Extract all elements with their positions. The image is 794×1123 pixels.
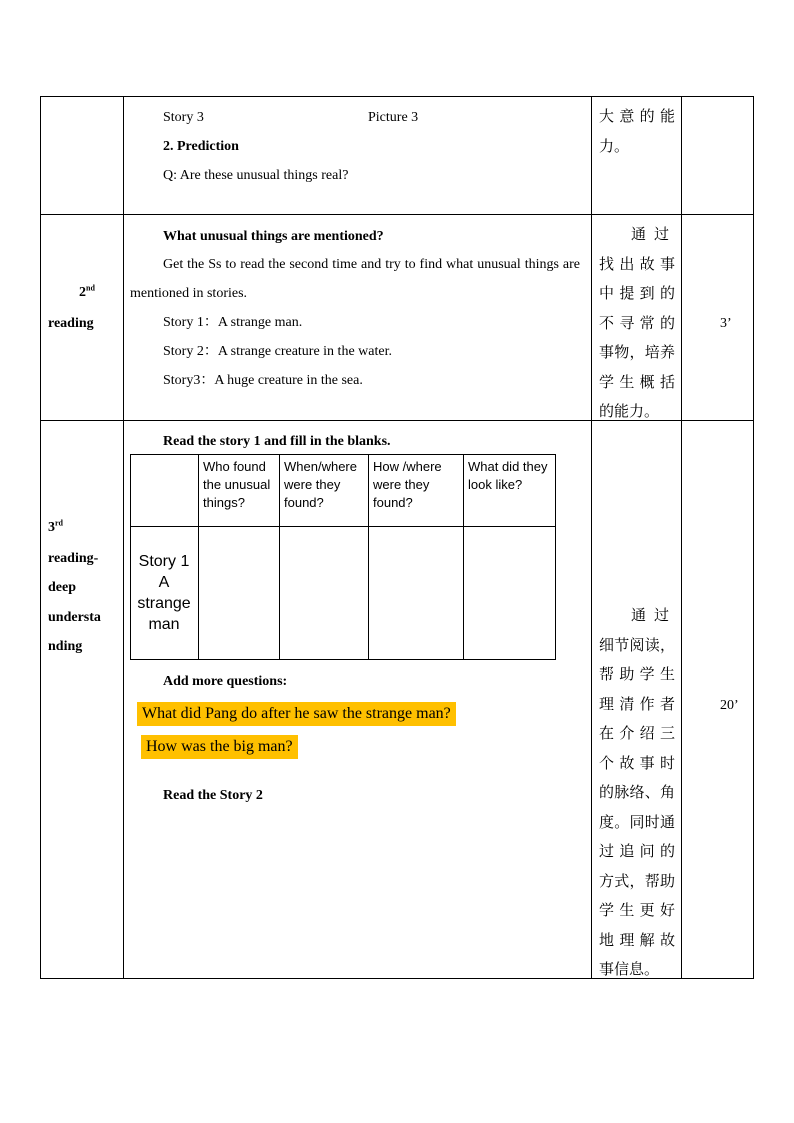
purpose-line: 找出故事 [599, 254, 675, 273]
header-how-where: How /where were they found? [373, 459, 442, 510]
stage-word: reading [48, 316, 94, 331]
row3-purpose [599, 601, 675, 985]
row1-purpose [599, 102, 675, 161]
row2-instruction [130, 250, 580, 308]
highlight-question-1: What did Pang do after he saw the strange man? [137, 702, 456, 726]
purpose-line: 度。同时通 [599, 812, 675, 831]
table-border-top [40, 96, 754, 97]
stage-ordinal-suffix: rd [55, 518, 63, 528]
inner-col-4 [463, 454, 464, 660]
story1-row-label: Story 1 A strange man [137, 553, 191, 633]
table-divider-row1 [40, 214, 754, 215]
inner-table-bottom [130, 659, 556, 660]
prediction-question: Q: Are these unusual things real? [163, 168, 349, 183]
inner-col-2 [279, 454, 280, 660]
stage-3rd [48, 520, 63, 536]
purpose-line: 个故事时 [599, 753, 675, 772]
story2-line: Story 2：A strange creature in the water. [163, 344, 392, 359]
purpose-line: 理清作者 [599, 694, 675, 713]
story3-line: Story3：A huge creature in the sea. [163, 373, 363, 388]
inner-table-left [130, 454, 131, 660]
table-col-divider-2 [591, 96, 592, 979]
picture3-label: Picture 3 [368, 110, 419, 125]
table-col-divider-1 [123, 96, 124, 979]
purpose-line: 学生更好 [599, 901, 675, 919]
purpose-line: 中提到的 [599, 284, 675, 302]
highlight-question-2: How was the big man? [141, 735, 298, 759]
prediction-heading: 2. Prediction [163, 139, 239, 154]
stage-line: deep [48, 580, 76, 595]
purpose-line: 地理解故 [599, 930, 675, 949]
table-col-divider-3 [681, 96, 682, 979]
inner-col-3 [368, 454, 369, 660]
row3-heading: Read the story 1 and fill in the blanks. [163, 434, 391, 449]
table-border-left [40, 96, 41, 979]
purpose-line: 方式，帮助 [599, 871, 675, 890]
add-more-heading: Add more questions: [163, 674, 288, 689]
instruction-text: Get the Ss to read the second time and try to find what unusual things are mentioned in stories. [130, 257, 580, 301]
purpose-line: 学生概括 [599, 372, 675, 391]
purpose-line: 不寻常的 [599, 313, 675, 332]
row3-time: 20’ [720, 698, 739, 713]
stage-line: understa [48, 610, 101, 625]
purpose-line: 的脉络、角 [599, 783, 675, 801]
header-who-found: Who found the unusual things? [203, 459, 271, 510]
stage-ordinal-suffix: nd [86, 283, 95, 293]
purpose-line: 通 过 [631, 606, 669, 624]
purpose-line: 力。 [599, 136, 630, 155]
story3-label: Story 3 [163, 110, 204, 125]
purpose-line: 在介绍三 [599, 724, 675, 742]
purpose-line: 的能力。 [599, 402, 660, 420]
purpose-line: 大意的能 [599, 107, 675, 125]
stage-number: 2 [79, 285, 86, 300]
purpose-line: 通 过 [631, 225, 669, 243]
story1-line: Story 1：A strange man. [163, 315, 303, 330]
inner-col-1 [198, 454, 199, 660]
inner-table-top [130, 454, 556, 455]
stage-2nd-reading [79, 285, 95, 301]
purpose-line: 过追问的 [599, 842, 675, 860]
inner-table-mid [130, 526, 556, 527]
table-border-right [753, 96, 754, 979]
header-look-like: What did they look like? [468, 459, 548, 492]
row2-time: 3’ [720, 316, 732, 331]
purpose-line: 事信息。 [599, 960, 660, 978]
row2-purpose [599, 220, 675, 427]
row2-heading: What unusual things are mentioned? [163, 229, 384, 244]
read-story2: Read the Story 2 [163, 788, 263, 803]
header-when-where: When/where were they found? [284, 459, 357, 510]
stage-number: 3 [48, 520, 55, 535]
purpose-line: 帮助学生 [599, 665, 675, 683]
stage-line: reading- [48, 551, 99, 566]
purpose-line: 细节阅读， [599, 635, 675, 654]
purpose-line: 事物，培养 [599, 343, 675, 361]
stage-line: nding [48, 639, 83, 654]
